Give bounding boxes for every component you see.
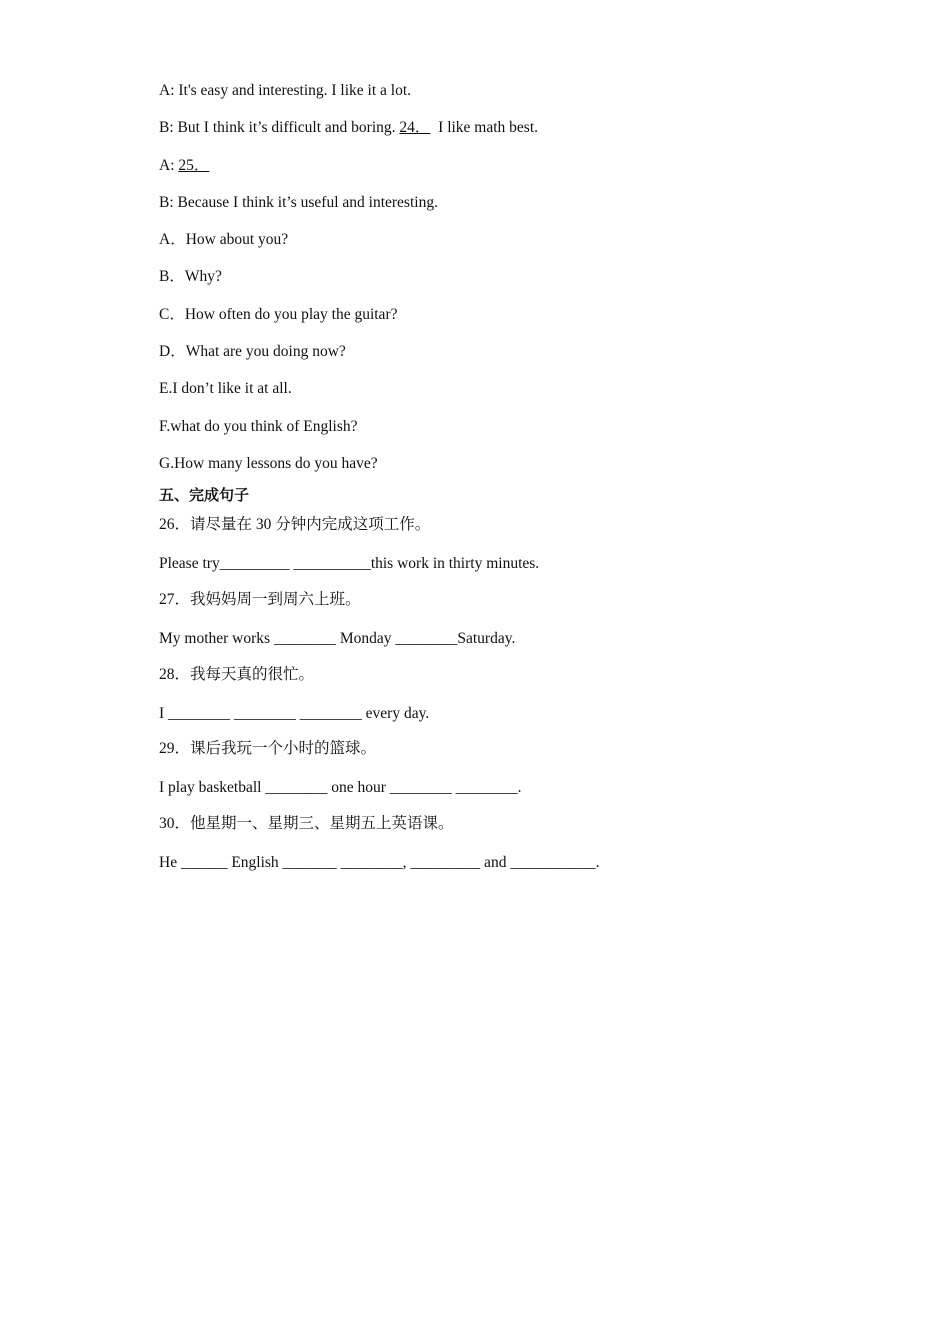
item-27-english: My mother works ________ Monday ________Saturday. <box>159 630 516 647</box>
blank-24: 24． <box>399 119 431 136</box>
option-b: B．Why? <box>159 268 222 285</box>
item-28-chinese: 28．我每天真的很忙。 <box>159 666 315 683</box>
dialogue-line-3 <box>159 156 209 176</box>
option-g: G.How many lessons do you have? <box>159 455 378 472</box>
option-d: D．What are you doing now? <box>159 343 346 360</box>
item-27-chinese: 27．我妈妈周一到周六上班。 <box>159 591 361 608</box>
item-26-chinese: 26．请尽量在 30 分钟内完成这项工作。 <box>159 516 431 533</box>
dialogue-line-1: A: It's easy and interesting. I like it a lot. <box>159 82 412 99</box>
dialogue-line-3-text: A: <box>159 157 179 174</box>
option-e: E.I don’t like it at all. <box>159 380 292 397</box>
blank-25: 25． <box>178 157 210 174</box>
item-29-chinese: 29．课后我玩一个小时的篮球。 <box>159 740 377 757</box>
item-30-chinese: 30．他星期一、星期三、星期五上英语课。 <box>159 815 454 832</box>
item-30-english: He ______ English _______ ________, _________ and ___________. <box>159 854 600 871</box>
section-5-title: 五、完成句子 <box>159 486 250 504</box>
option-f: F.what do you think of English? <box>159 418 358 435</box>
dialogue-line-2-tail: I like math best. <box>430 119 539 136</box>
item-29-english: I play basketball ________ one hour ________ ________. <box>159 779 522 796</box>
option-a: A．How about you? <box>159 231 289 248</box>
option-c: C．How often do you play the guitar? <box>159 306 398 323</box>
dialogue-line-2 <box>159 118 538 138</box>
dialogue-line-2-text: B: But I think it’s difficult and boring. <box>159 119 400 136</box>
item-26-english: Please try_________ __________this work in thirty minutes. <box>159 555 540 572</box>
item-28-english: I ________ ________ ________ every day. <box>159 705 430 722</box>
dialogue-line-4: B: Because I think it’s useful and interesting. <box>159 194 438 211</box>
